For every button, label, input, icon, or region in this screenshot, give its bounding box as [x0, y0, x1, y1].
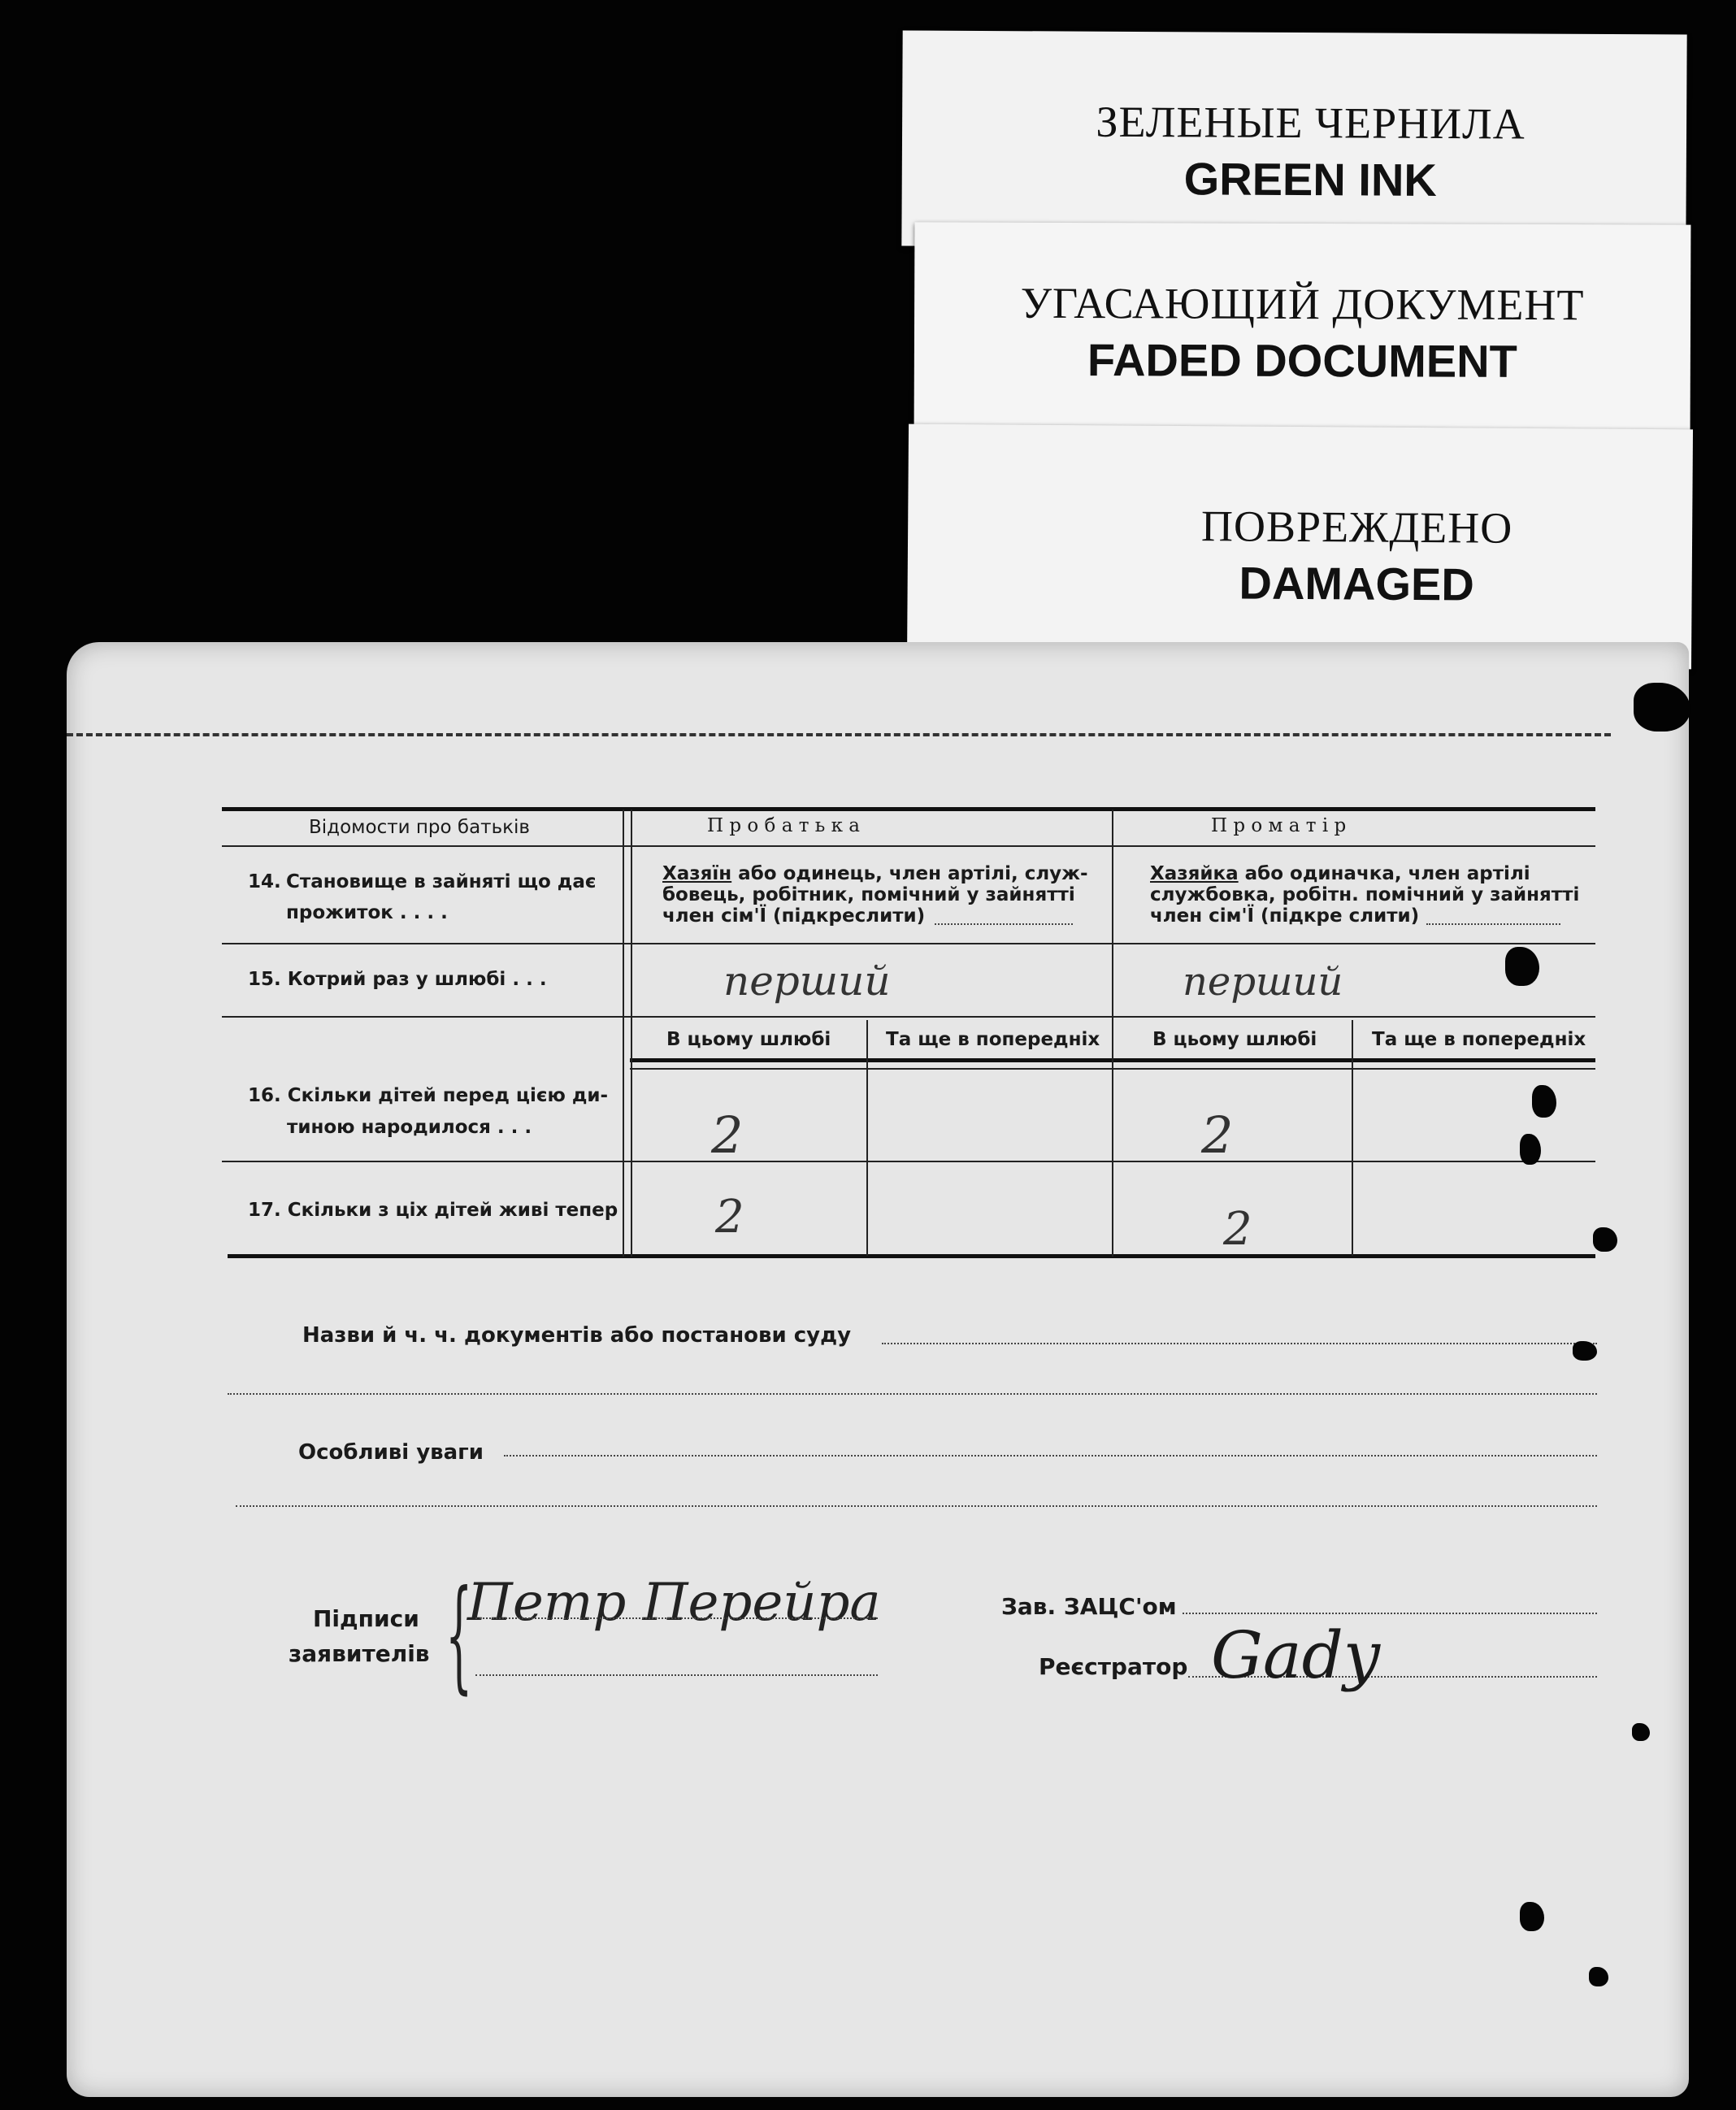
- subheader-mother-prev: Та ще в попередніх: [1372, 1029, 1586, 1050]
- document-page: [67, 642, 1689, 2097]
- damage-hole: [1593, 1227, 1617, 1252]
- row16-rule: [222, 1161, 1595, 1162]
- notes-dots-1: [504, 1455, 1597, 1457]
- row14-father-line-1-text: або одинець, член артілі, служ-: [731, 863, 1088, 884]
- head-dots: [1183, 1613, 1597, 1614]
- col-rule-father-split: [866, 1020, 868, 1256]
- row14-mother-line-3: член сім'Ї (підкре слити): [1150, 905, 1420, 927]
- docs-dots-2: [228, 1393, 1597, 1395]
- notes-label: Особливі уваги: [298, 1440, 484, 1465]
- header-mother: П р о м а т і р: [1211, 815, 1347, 836]
- faded-document-label: [914, 222, 1691, 436]
- table-top-rule: [222, 807, 1595, 811]
- row17-mother-this: 2: [1223, 1203, 1252, 1256]
- col-rule-mother-split: [1352, 1020, 1353, 1256]
- table-bottom-rule: [228, 1254, 1595, 1258]
- damage-hole: [1632, 1723, 1650, 1741]
- registrar-signature: Gady: [1211, 1617, 1381, 1693]
- col-rule-1b: [631, 810, 632, 1257]
- row14-mother-line-1-text: або одиначка, член артілі: [1238, 863, 1530, 884]
- notes-dots-2: [236, 1505, 1597, 1507]
- row17-father-this: 2: [715, 1191, 744, 1244]
- damaged-label-ru: ПОВРЕЖДЕНО: [1200, 501, 1513, 553]
- row15-rule: [222, 1016, 1595, 1018]
- damage-hole: [1505, 947, 1539, 986]
- faded-document-label-ru: УГАСАЮЩИЙ ДОКУМЕНТ: [1020, 278, 1585, 330]
- row14-father-dots: [935, 923, 1073, 925]
- perforation-line: [67, 733, 1611, 736]
- row16-father-this: 2: [711, 1105, 744, 1165]
- row14-num: 14.: [248, 871, 281, 892]
- row15-mother-value: перший: [1183, 959, 1343, 1005]
- subheader-father-prev: Та ще в попередніх: [886, 1029, 1100, 1050]
- damaged-label: [907, 424, 1693, 670]
- row14-label-2: прожиток . . . .: [286, 902, 448, 923]
- head-label: Зав. ЗАЦС'ом: [1001, 1593, 1177, 1620]
- docs-label: Назви й ч. ч. документів або постанови суду: [302, 1323, 852, 1348]
- row15-father-value: перший: [723, 957, 891, 1005]
- damage-hole: [1520, 1134, 1541, 1165]
- damaged-label-en: DAMAGED: [1239, 557, 1475, 610]
- row14-label-1: Становище в зайняті що дає: [286, 871, 597, 892]
- green-ink-label-ru: ЗЕЛЕНЫЕ ЧЕРНИЛА: [1096, 97, 1526, 149]
- row16-label-1: 16. Скільки дітей перед цією ди-: [248, 1085, 609, 1106]
- header-father: П р о б а т ь к а: [707, 815, 861, 836]
- applicant-sig-dots-1: [475, 1617, 878, 1619]
- table-header-rule: [222, 845, 1595, 847]
- row14-mother-owner: Хазяйка: [1150, 863, 1239, 884]
- row14-father-owner: Хазяїн: [662, 863, 732, 884]
- signatures-label-2: заявителів: [289, 1640, 430, 1667]
- applicant-sig-dots-2: [475, 1674, 878, 1676]
- damage-hole: [1532, 1085, 1556, 1118]
- applicant-signature: Петр Перейра: [467, 1573, 881, 1633]
- col-rule-2: [1112, 810, 1113, 1257]
- faded-document-label-en: FADED DOCUMENT: [1087, 334, 1517, 387]
- row14-mother-line-1: [1150, 863, 1530, 884]
- row17-label: 17. Скільки з ціх дітей живі тепер: [248, 1200, 618, 1221]
- subheader-mother-this: В цьому шлюбі: [1152, 1029, 1317, 1050]
- row16-label-2: тиною народилося . . .: [287, 1117, 532, 1138]
- row14-father-line-1: [662, 863, 1088, 884]
- header-info: Відомости про батьків: [309, 817, 530, 838]
- row14-mother-dots: [1426, 923, 1560, 925]
- subheader-father-this: В цьому шлюбі: [666, 1029, 831, 1050]
- row14-rule: [222, 943, 1595, 944]
- damage-hole: [1589, 1967, 1608, 1986]
- registrar-label: Реєстратор: [1039, 1653, 1188, 1680]
- row14-father-line-2: бовець, робітник, помічний у зайнятті: [662, 884, 1075, 905]
- row16-mother-this: 2: [1201, 1105, 1234, 1165]
- damage-hole: [1573, 1341, 1597, 1361]
- row14-mother-line-2: службовка, робітн. помічний у зайнятті: [1150, 884, 1580, 905]
- row14-father-line-3: член сім'Ї (підкреслити): [662, 905, 926, 927]
- col-rule-1: [623, 810, 624, 1257]
- row15-label: 15. Котрий раз у шлюбі . . .: [248, 969, 547, 990]
- damage-hole: [1520, 1902, 1544, 1931]
- signatures-label-1: Підписи: [313, 1605, 419, 1632]
- green-ink-label: [901, 30, 1686, 250]
- docs-dots-1: [882, 1343, 1597, 1344]
- signatures-brace: {: [445, 1565, 473, 1706]
- green-ink-label-en: GREEN INK: [1183, 153, 1437, 206]
